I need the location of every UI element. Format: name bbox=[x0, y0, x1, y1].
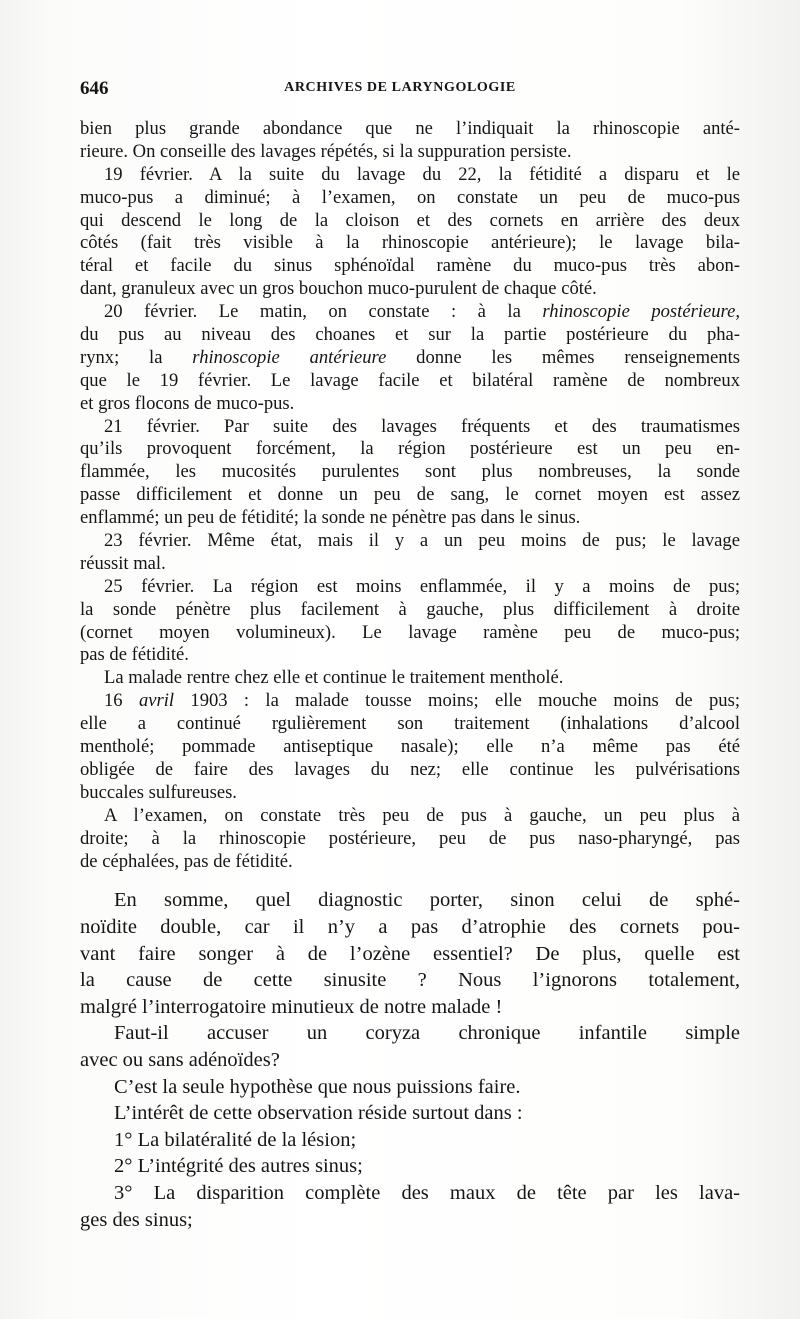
list-item: 1° La bilatéralité de la lésion; bbox=[114, 1128, 357, 1151]
text-run: rynx; la bbox=[80, 346, 193, 368]
text-line: obligée de faire des lavages du nez; elle continue les pulvérisations bbox=[80, 758, 740, 780]
text-run: 20 février. Le matin, on constate : à la bbox=[104, 301, 543, 323]
text-line: Faut-il accuser un coryza chronique infantile simple bbox=[114, 1022, 740, 1045]
text-line: En somme, quel diagnostic porter, sinon celui de sphé- bbox=[114, 889, 740, 912]
text-line: rieure. On conseille des lavages répétés, si la suppuration persiste. bbox=[80, 140, 572, 162]
text-line: buccales sulfureuses. bbox=[80, 781, 237, 803]
text-line: la cause de cette sinusite ? Nous l’ignorons totalement, bbox=[80, 969, 740, 992]
text-run: donne les mêmes renseignements bbox=[386, 346, 741, 368]
list-item: 3° La disparition complète des maux de tête par les lava- bbox=[114, 1181, 740, 1204]
text-line: la sonde pénètre plus facilement à gauche, plus difficilement à droite bbox=[80, 598, 740, 620]
text-line: côtés (fait très visible à la rhinoscopie antérieure); le lavage bila- bbox=[80, 232, 740, 254]
page-header bbox=[70, 78, 730, 100]
text-line bbox=[80, 301, 740, 324]
text-line: malgré l’interrogatoire minutieux de notre malade ! bbox=[80, 995, 503, 1018]
text-line: qui descend le long de la cloison et des cornets en arrière des deux bbox=[80, 209, 740, 231]
text-line bbox=[80, 690, 740, 713]
text-line: muco-pus a diminué; à l’examen, on constate un peu de muco-pus bbox=[80, 186, 740, 208]
text-line: dant, granuleux avec un gros bouchon muco-purulent de chaque côté. bbox=[80, 278, 597, 300]
text-line: du pus au niveau des choanes et sur la partie postérieure du pha- bbox=[80, 324, 740, 346]
text-line: et gros flocons de muco-pus. bbox=[80, 392, 295, 414]
text-line: enflammé; un peu de fétidité; la sonde ne pénètre pas dans le sinus. bbox=[80, 507, 581, 529]
text-line: avec ou sans adénoïdes? bbox=[80, 1048, 280, 1071]
text-line: que le 19 février. Le lavage facile et bilatéral ramène de nombreux bbox=[80, 369, 740, 391]
text-line: téral et facile du sinus sphénoïdal ramène du muco-pus très abon- bbox=[80, 255, 740, 277]
text-line: C’est la seule hypothèse que nous puissions faire. bbox=[114, 1075, 521, 1098]
italic-run: rhinoscopie postérieure, bbox=[542, 301, 740, 323]
italic-run: rhinoscopie antérieure bbox=[192, 346, 387, 368]
text-line: réussit mal. bbox=[80, 552, 166, 574]
text-line: (cornet moyen volumineux). Le lavage ramène peu de muco-pus; bbox=[80, 621, 740, 643]
text-line: L’intérêt de cette observation réside surtout dans : bbox=[114, 1102, 523, 1125]
text-line: 19 février. A la suite du lavage du 22, la fétidité a disparu et le bbox=[104, 163, 740, 185]
body-text bbox=[80, 118, 740, 1233]
text-line: 23 février. Même état, mais il y a un peu moins de pus; le lavage bbox=[104, 530, 740, 552]
text-line: passe difficilement et donne un peu de sang, le cornet moyen est assez bbox=[80, 484, 740, 506]
paragraph-gap bbox=[80, 873, 740, 887]
text-line: droite; à la rhinoscopie postérieure, peu de pus naso-pharyngé, pas bbox=[80, 827, 740, 849]
text-line: 25 février. La région est moins enflammée, il y a moins de pus; bbox=[104, 575, 740, 597]
italic-run: avril bbox=[138, 690, 175, 712]
page-number: 646 bbox=[80, 78, 109, 99]
text-line: qu’ils provoquent forcément, la région postérieure est un peu en- bbox=[80, 438, 740, 460]
text-line: pas de fétidité. bbox=[80, 644, 189, 666]
list-item: ges des sinus; bbox=[80, 1208, 193, 1231]
text-line: A l’examen, on constate très peu de pus à gauche, un peu plus à bbox=[104, 804, 740, 826]
text-line: flammée, les mucosités purulentes sont plus nombreuses, la sonde bbox=[80, 461, 740, 483]
text-run: 16 bbox=[104, 690, 139, 712]
text-line: noïdite double, car il n’y a pas d’atrophie des cornets pou- bbox=[80, 915, 740, 938]
list-item: 2° L’intégrité des autres sinus; bbox=[114, 1155, 363, 1178]
text-line: de céphalées, pas de fétidité. bbox=[80, 850, 293, 872]
text-run: 1903 : la malade tousse moins; elle mouche moins de pus; bbox=[174, 690, 740, 712]
text-line: mentholé; pommade antiseptique nasale); elle n’a même pas été bbox=[80, 736, 740, 758]
running-title: ARCHIVES DE LARYNGOLOGIE bbox=[284, 80, 516, 95]
text-line: 21 février. Par suite des lavages fréquents et des traumatismes bbox=[104, 415, 740, 437]
text-line: vant faire songer à de l’ozène essentiel? De plus, quelle est bbox=[80, 942, 740, 965]
text-line: bien plus grande abondance que ne l’indiquait la rhinoscopie anté- bbox=[80, 118, 740, 139]
text-line bbox=[80, 347, 740, 370]
text-line: La malade rentre chez elle et continue le traitement mentholé. bbox=[104, 667, 564, 689]
text-line: elle a continué rgulièrement son traitement (inhalations d’alcool bbox=[80, 713, 740, 735]
